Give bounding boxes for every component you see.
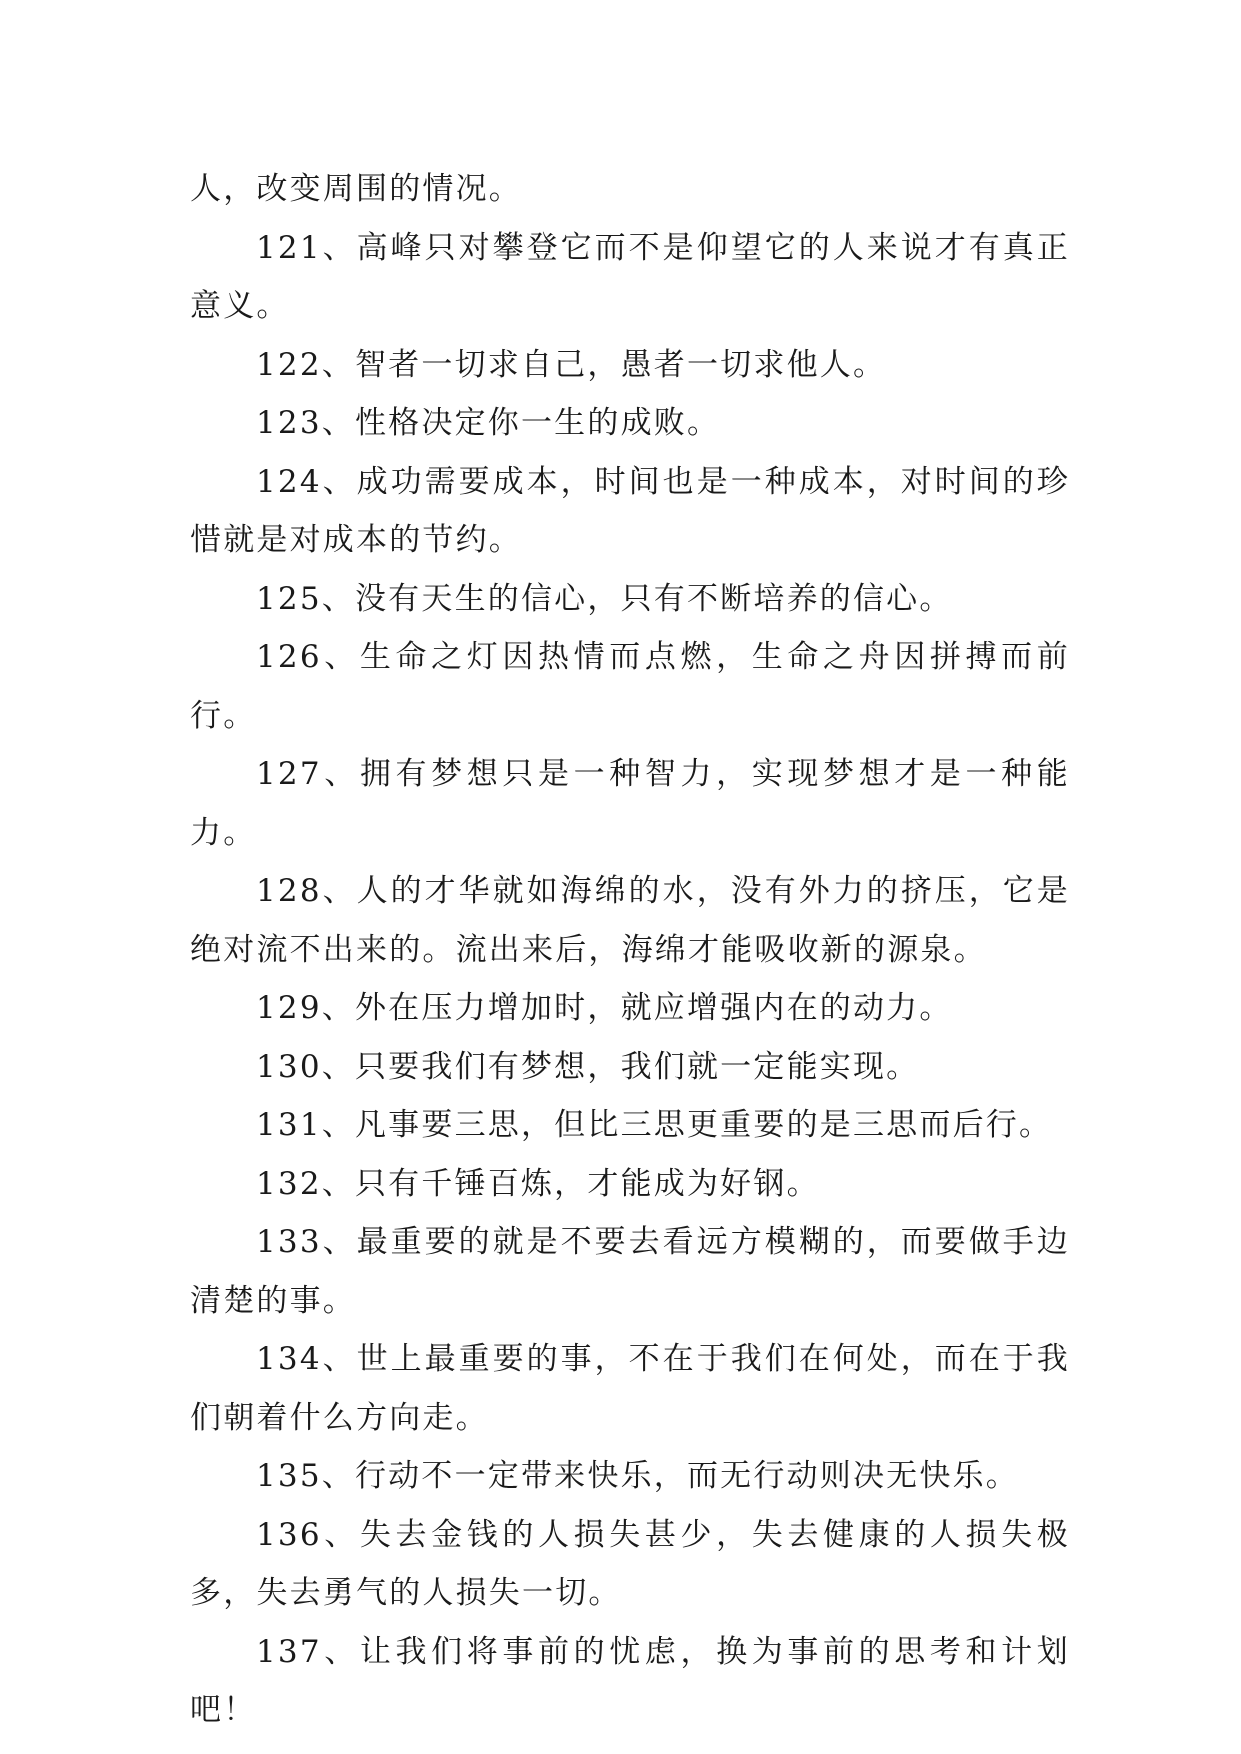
paragraph: 122、智者一切求自己，愚者一切求他人。 [256, 346, 887, 383]
paragraph: 125、没有天生的信心，只有不断培养的信心。 [256, 580, 953, 617]
paragraph: 136、失去金钱的人损失甚少，失去健康的人损失极多，失去勇气的人损失一切。 [190, 1516, 1070, 1611]
paragraph: 132、只有千锤百炼，才能成为好钢。 [256, 1165, 820, 1202]
document-body [190, 160, 1070, 1740]
paragraph: 134、世上最重要的事，不在于我们在何处，而在于我们朝着什么方向走。 [190, 1341, 1070, 1436]
paragraph: 124、成功需要成本，时间也是一种成本，对时间的珍惜就是对成本的节约。 [190, 463, 1070, 558]
paragraph: 130、只要我们有梦想，我们就一定能实现。 [256, 1048, 920, 1085]
paragraph: 126、生命之灯因热情而点燃，生命之舟因拼搏而前行。 [190, 639, 1070, 734]
paragraph: 人，改变周围的情况。 [190, 171, 522, 207]
paragraph: 127、拥有梦想只是一种智力，实现梦想才是一种能力。 [190, 756, 1070, 851]
paragraph: 129、外在压力增加时，就应增强内在的动力。 [256, 990, 953, 1026]
paragraph: 131、凡事要三思，但比三思更重要的是三思而后行。 [256, 1107, 1053, 1143]
paragraph: 128、人的才华就如海绵的水，没有外力的挤压，它是绝对流不出来的。流出来后，海绵才能吸收新的源泉。 [190, 873, 1070, 968]
paragraph: 137、让我们将事前的忧虑，换为事前的思考和计划吧！ [190, 1633, 1070, 1728]
paragraph: 121、高峰只对攀登它而不是仰望它的人来说才有真正意义。 [190, 229, 1070, 324]
paragraph: 133、最重要的就是不要去看远方模糊的，而要做手边清楚的事。 [190, 1224, 1070, 1319]
paragraph: 123、性格决定你一生的成败。 [256, 405, 721, 441]
paragraph: 135、行动不一定带来快乐，而无行动则决无快乐。 [256, 1458, 1019, 1494]
